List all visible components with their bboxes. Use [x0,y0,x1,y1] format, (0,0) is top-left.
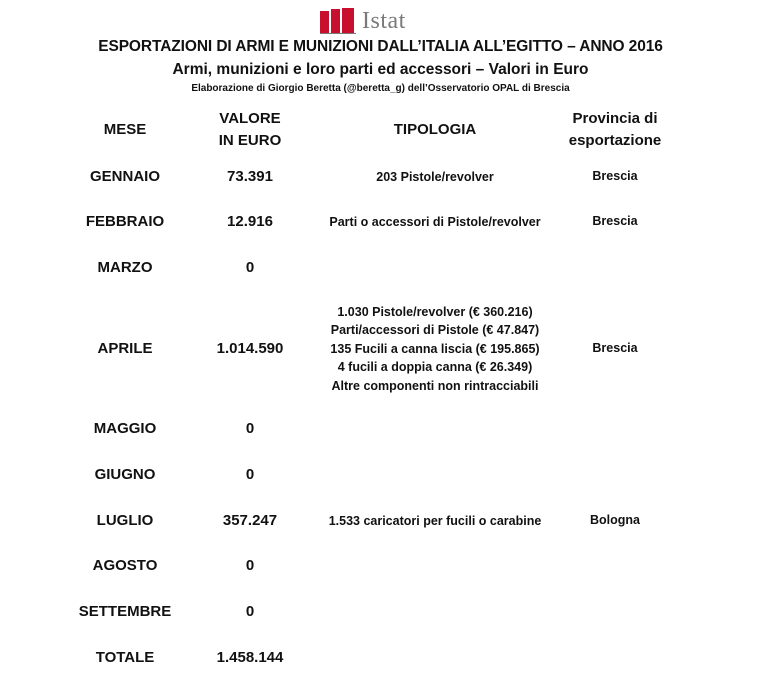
table-cell-type [300,168,570,187]
table-cell-value: 0 [245,420,255,437]
header-mese: MESE [103,121,147,138]
table-cell-month: MARZO [97,259,153,276]
table-cell-type [300,303,570,396]
header-valore: VALORE IN EURO [218,110,282,149]
table-cell-value: 1.458.144 [216,649,284,666]
document-subtitle: Armi, munizioni e loro parti ed accessori – Valori in Euro [172,61,589,78]
table-cell-value: 12.916 [227,213,273,230]
istat-logo-icon [320,8,356,34]
table-cell-month: GENNAIO [89,168,160,185]
table-cell-value: 0 [245,603,255,620]
table-cell-value: 1.014.590 [216,340,284,357]
document-credit: Elaborazione di Giorgio Beretta (@beretta_g) dell’Osservatorio OPAL di Brescia [191,83,570,94]
type-line: 203 Pistole/revolver [376,169,494,184]
table-cell-value: 73.391 [227,168,273,185]
header-provincia: Provincia di esportazione [568,110,662,149]
table-cell-month: LUGLIO [96,512,154,529]
table-cell-value: 0 [245,557,255,574]
table-cell-month: AGOSTO [92,557,158,574]
table-cell-type [300,512,570,531]
type-line: 4 fucili a doppia canna (€ 26.349) [337,360,533,375]
document-title: ESPORTAZIONI DI ARMI E MUNIZIONI DALL’ITALIA ALL’EGITTO – ANNO 2016 [98,38,663,55]
table-cell-month: TOTALE [95,649,155,666]
istat-logo [320,6,406,36]
table-cell-value: 0 [245,259,255,276]
type-line: 1.533 caricatori per fucili o carabine [328,513,542,528]
table-cell-province: Brescia [592,214,638,228]
type-line: 135 Fucili a canna liscia (€ 195.865) [330,341,540,356]
table-cell-province: Brescia [592,341,638,355]
type-line: 1.030 Pistole/revolver (€ 360.216) [337,304,533,319]
table-cell-province: Brescia [592,169,638,183]
table-cell-province: Bologna [590,513,640,527]
header-tipologia: TIPOLOGIA [393,121,477,138]
table-cell-type [300,213,570,232]
type-line: Altre componenti non rintracciabili [331,378,539,393]
table-cell-month: MAGGIO [93,420,157,437]
table-cell-month: GIUGNO [94,466,156,483]
table-cell-month: SETTEMBRE [78,603,172,620]
type-line: Parti o accessori di Pistole/revolver [329,214,541,229]
table-cell-value: 357.247 [222,512,278,529]
table-cell-month: APRILE [97,340,153,357]
table-cell-value: 0 [245,466,255,483]
table-cell-month: FEBBRAIO [85,213,165,230]
type-line: Parti/accessori di Pistole (€ 47.847) [330,323,540,338]
istat-logo-text: Istat [362,8,406,34]
